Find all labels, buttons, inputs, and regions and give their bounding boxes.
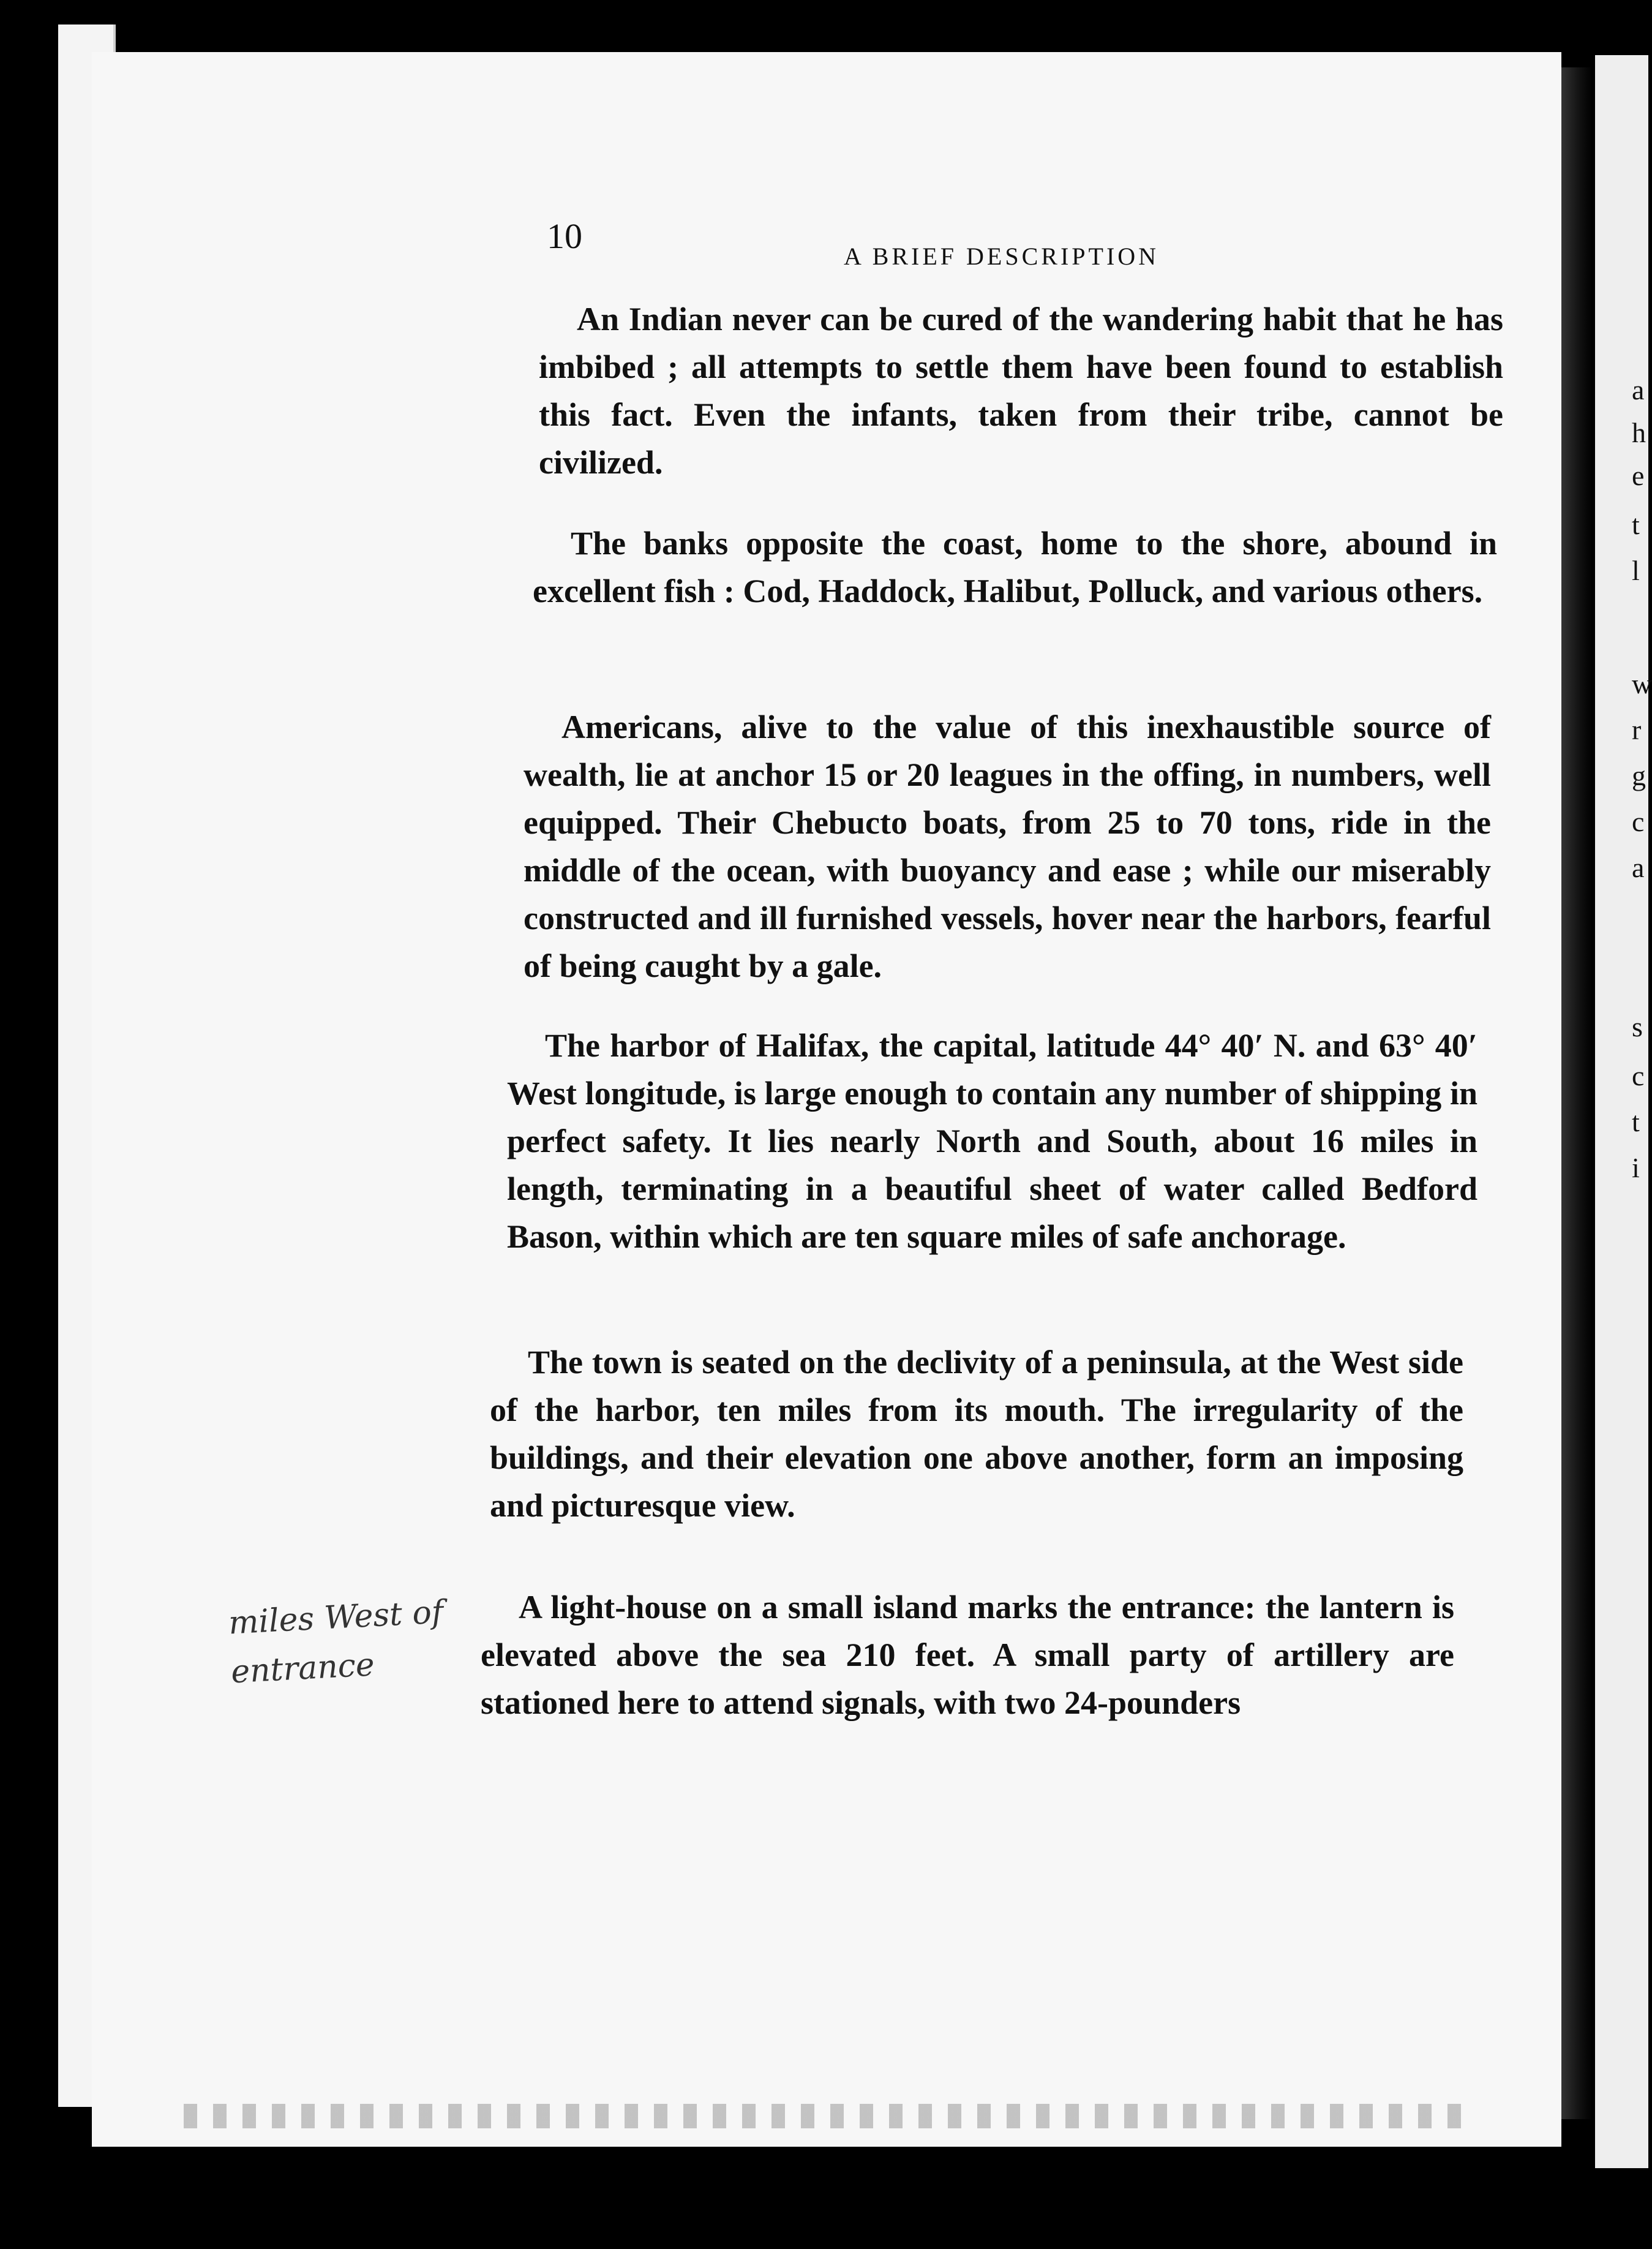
facing-page-letter: w xyxy=(1632,668,1652,699)
facing-page-letter: c xyxy=(1632,806,1645,837)
handwritten-marginal-note xyxy=(227,1586,477,1697)
paragraph: An Indian never can be cured of the wandering habit that he has imbibed ; all attempts to settle them have been found to establish this fact. Even the infants, taken from their tribe, cannot be civilized. xyxy=(539,301,1503,481)
facing-page-letter: g xyxy=(1632,760,1646,791)
facing-page-strip xyxy=(1595,55,1652,2168)
facing-page-letter: a xyxy=(1632,852,1645,883)
paragraph: Americans, alive to the value of this inexhaustible source of wealth, lie at anchor 15 or 20 leagues in the offing, in numbers, well equipped. Their Chebucto boats, from 25 to 70 tons, ride in the middle of the ocean, with buoyancy and ease ; while our miserably constructed and ill furnished vessels, hover near the harbors, fearful of being caught by a gale. xyxy=(524,709,1491,984)
facing-page-letter: e xyxy=(1632,460,1645,491)
facing-page-letter: c xyxy=(1632,1060,1645,1091)
paragraph: A light-house on a small island marks the entrance: the lantern is elevated above the sea 210 feet. A small party of artillery are stationed here to attend signals, with two 24-pounders xyxy=(481,1589,1454,1721)
facing-page-letter: t xyxy=(1632,1106,1640,1137)
facing-page-letter: h xyxy=(1632,417,1646,448)
paragraph: The town is seated on the declivity of a peninsula, at the West side of the harbor, ten miles from its mouth. The irregularity of the buildings, and their elevation one above another, form an imposing and picturesque view. xyxy=(490,1344,1463,1524)
marginal-note-line: entrance xyxy=(230,1646,376,1691)
page-bottom-smudge xyxy=(184,2104,1470,2128)
paragraph: The harbor of Halifax, the capital, latitude 44° 40′ N. and 63° 40′ West longitude, is large enough to contain any number of shipping in perfect safety. It lies nearly North and South, about 16 miles in length, terminating in a beautiful sheet of water called Bedford Bason, within which are ten square miles of safe anchorage. xyxy=(507,1027,1477,1255)
facing-page-letter: l xyxy=(1632,555,1640,586)
running-head: A BRIEF DESCRIPTION xyxy=(844,243,1160,270)
facing-page-letter: i xyxy=(1632,1152,1640,1183)
facing-page-letter: r xyxy=(1632,714,1642,745)
facing-page-letter: a xyxy=(1632,374,1645,405)
paragraph: The banks opposite the coast, home to the shore, abound in excellent fish : Cod, Haddock, Halibut, Polluck, and various others. xyxy=(533,525,1497,609)
facing-page-letter: t xyxy=(1632,509,1640,540)
marginal-note-line: miles West of xyxy=(227,1594,445,1642)
page-number: 10 xyxy=(547,216,582,256)
facing-page-letter: s xyxy=(1632,1011,1643,1042)
book-binding-shadow xyxy=(1561,67,1592,2119)
